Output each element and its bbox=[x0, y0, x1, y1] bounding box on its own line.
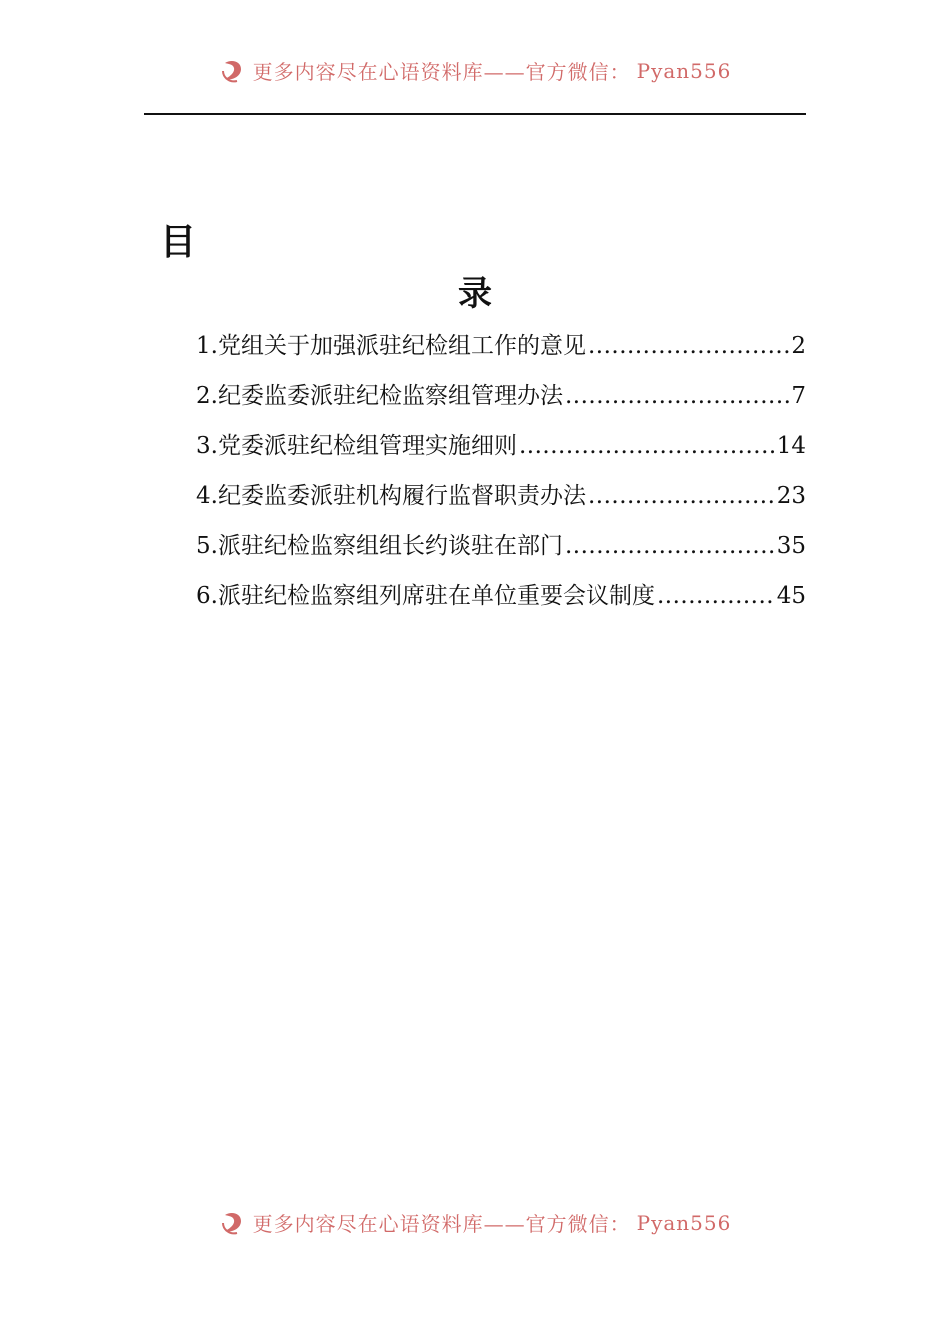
toc-entry-number: 5. bbox=[196, 533, 218, 559]
toc-entry-page: 35 bbox=[776, 533, 806, 559]
toc-entry-number: 2. bbox=[196, 383, 218, 409]
toc-entry-number: 4. bbox=[196, 483, 218, 509]
toc-dot-leader bbox=[588, 324, 789, 368]
toc-entry-number: 6. bbox=[196, 583, 218, 609]
toc-title-second-char: 录 bbox=[458, 274, 492, 314]
toc-dot-leader bbox=[519, 424, 775, 468]
toc-entry-title: 纪委监委派驻纪检监察组管理办法 bbox=[217, 383, 563, 409]
toc-entry[interactable] bbox=[196, 474, 806, 524]
toc-entry-title: 党委派驻纪检组管理实施细则 bbox=[217, 433, 517, 459]
toc-entry-page: 14 bbox=[776, 433, 806, 459]
header-divider bbox=[144, 113, 806, 115]
footer-watermark-text: 更多内容尽在心语资料库——官方微信： bbox=[252, 1212, 631, 1236]
table-of-contents bbox=[196, 324, 806, 624]
toc-entry-title: 派驻纪检监察组组长约谈驻在部门 bbox=[217, 533, 563, 559]
footer-watermark bbox=[0, 1208, 950, 1237]
header-watermark bbox=[0, 56, 950, 85]
toc-dot-leader bbox=[565, 524, 775, 568]
toc-entry[interactable] bbox=[196, 524, 806, 574]
toc-entry-title: 派驻纪检监察组列席驻在单位重要会议制度 bbox=[217, 583, 655, 609]
toc-dot-leader bbox=[657, 574, 775, 618]
toc-entry-number: 1. bbox=[196, 333, 218, 359]
toc-entry-page: 7 bbox=[791, 383, 806, 409]
toc-entry[interactable] bbox=[196, 374, 806, 424]
toc-entry[interactable] bbox=[196, 574, 806, 624]
toc-entry-title: 党组关于加强派驻纪检组工作的意见 bbox=[217, 333, 586, 359]
toc-entry-page: 23 bbox=[776, 483, 806, 509]
toc-entry-number: 3. bbox=[196, 433, 218, 459]
logo-mark-icon bbox=[219, 1209, 247, 1237]
toc-dot-leader bbox=[565, 374, 789, 418]
footer-watermark-id: Pyan556 bbox=[636, 1210, 732, 1235]
toc-dot-leader bbox=[588, 474, 775, 518]
header-watermark-id: Pyan556 bbox=[636, 58, 732, 83]
header-watermark-text: 更多内容尽在心语资料库——官方微信： bbox=[252, 60, 631, 84]
toc-entry-page: 2 bbox=[791, 333, 806, 359]
toc-entry[interactable] bbox=[196, 324, 806, 374]
toc-entry-title: 纪委监委派驻机构履行监督职责办法 bbox=[217, 483, 586, 509]
toc-entry[interactable] bbox=[196, 424, 806, 474]
toc-title-first-char: 目 bbox=[160, 221, 197, 263]
toc-entry-page: 45 bbox=[776, 583, 806, 609]
logo-mark-icon bbox=[219, 57, 247, 85]
